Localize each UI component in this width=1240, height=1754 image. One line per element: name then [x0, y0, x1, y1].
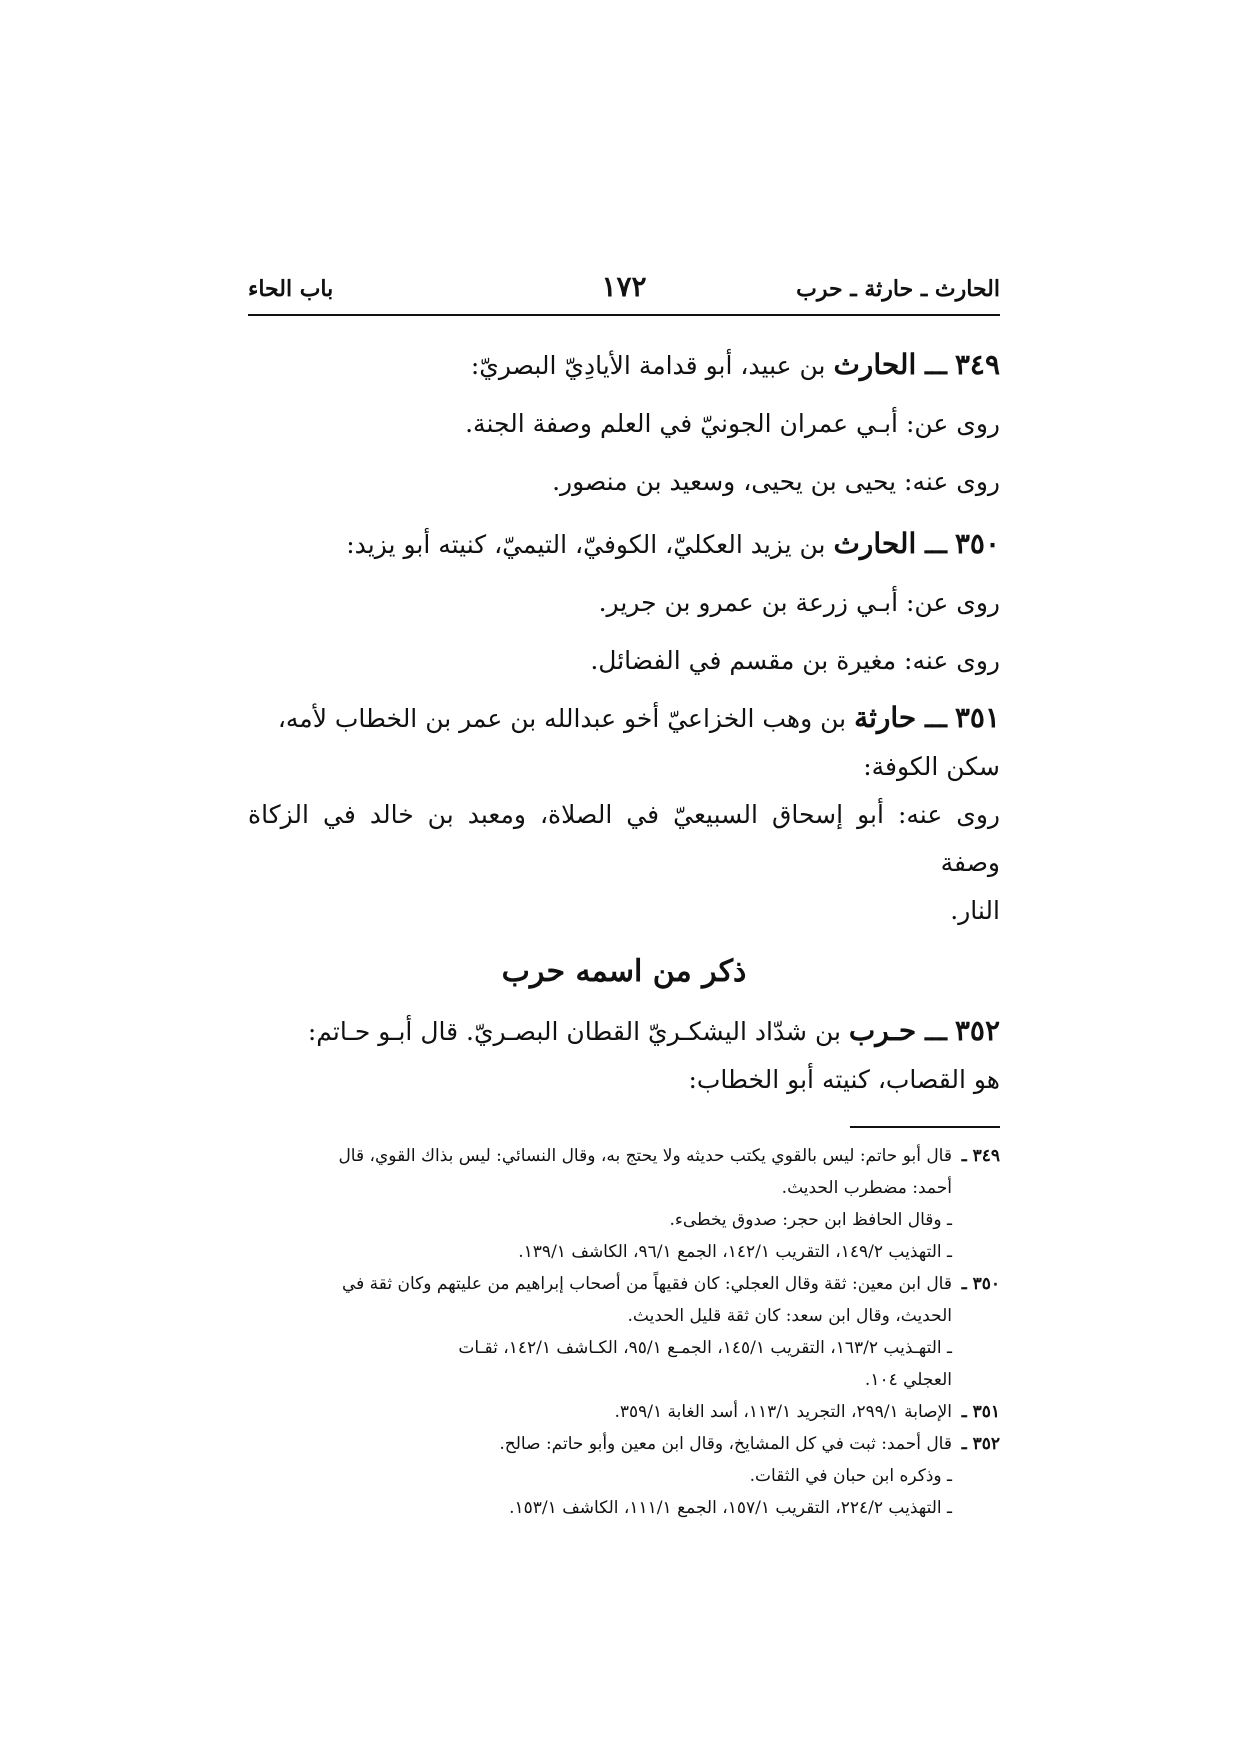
footnote-text: الحديث، وقال ابن سعد: كان ثقة قليل الحديث.	[627, 1306, 952, 1326]
entry-heading: ٣٥١ ـــ حارثة بن وهب الخزاعيّ أخو عبدالله بن عمر بن الخطاب لأمه،	[277, 701, 1000, 734]
entry-number: ٣٥٠	[954, 527, 1000, 560]
entry-number: ٣٤٩	[954, 348, 1000, 381]
entry-350	[248, 515, 1000, 690]
header-rule	[248, 314, 1000, 316]
running-header	[248, 270, 1000, 314]
footnote-text: قال ابن معين: ثقة وقال العجلي: كان فقيهاً من أصحاب إبراهيم من عليتهم وكان ثقة في	[341, 1274, 952, 1294]
entry-name: حـرب	[848, 1014, 917, 1047]
footnote-352	[248, 1428, 1000, 1524]
entry-name: حارثة	[854, 701, 917, 734]
entry-number: ٣٥١	[954, 701, 1000, 734]
footnote-references: الإصابة ٢٩٩/١، التجريد ١١٣/١، أسد الغابة ٣٥٩/١.	[614, 1402, 952, 1422]
entry-description: بن شدّاد اليشكـريّ القطان البصـريّ. قال أبـو حـاتم:	[307, 1017, 841, 1046]
section-title: ذكر من اسمه حرب	[501, 954, 747, 989]
footnote-349	[248, 1140, 1000, 1268]
narrated-by-line: روى عنه: مغيرة بن مقسم في الفضائل.	[590, 646, 1000, 675]
footnote-text: قال أحمد: ثبت في كل المشايخ، وقال ابن معين وأبو حاتم: صالح.	[499, 1434, 952, 1454]
footnote-350	[248, 1268, 1000, 1396]
entry-heading: ٣٥٠ ـــ الحارث بن يزيد العكليّ، الكوفيّ، التيميّ، كنيته أبو يزيد:	[346, 527, 1000, 560]
entry-name: الحارث	[833, 527, 917, 560]
footnote-note: ـ وذكره ابن حبان في الثقات.	[749, 1466, 952, 1486]
entry-351	[248, 694, 1000, 935]
narrated-by-line: روى عنه: يحيى بن يحيى، وسعيد بن منصور.	[552, 467, 1000, 496]
header-entry-range: الحارث ـ حارثة ـ حرب	[796, 276, 1000, 302]
book-page	[248, 270, 1000, 1524]
footnote-text: أحمد: مضطرب الحديث.	[781, 1178, 952, 1198]
footnote-351	[248, 1396, 1000, 1428]
footnote-references: ـ التهذيب ١٤٩/٢، التقريب ١٤٢/١، الجمع ٩٦/١، الكاشف ١٣٩/١.	[518, 1242, 952, 1262]
footnote-number: ٣٥٠ ـ	[961, 1274, 1000, 1294]
footnote-references: ـ التهذيب ٢٢٤/٢، التقريب ١٥٧/١، الجمع ١١١/١، الكاشف ١٥٣/١.	[509, 1498, 952, 1518]
entry-name: الحارث	[833, 348, 917, 381]
narrated-from-line: روى عن: أبـي زرعة بن عمرو بن جرير.	[598, 588, 1000, 617]
entry-352	[248, 1007, 1000, 1104]
entry-heading: ٣٥٢ ـــ حـرب بن شدّاد اليشكـريّ القطان البصـريّ. قال أبـو حـاتم:	[307, 1014, 1000, 1047]
footnote-references: ـ التهـذيب ١٦٣/٢، التقريب ١٤٥/١، الجمـع ٩٥/١، الكـاشف ١٤٢/١، ثقـات	[458, 1338, 952, 1358]
entry-description-continued: هو القصاب، كنيته أبو الخطاب:	[688, 1065, 1000, 1094]
entry-description: بن يزيد العكليّ، الكوفيّ، التيميّ، كنيته أبو يزيد:	[346, 530, 826, 559]
footnotes	[248, 1140, 1000, 1524]
page-number: ١٧٢	[601, 270, 647, 303]
entry-description: بن وهب الخزاعيّ أخو عبدالله بن عمر بن الخطاب لأمه،	[277, 704, 847, 733]
footnote-number: ٣٥١ ـ	[961, 1402, 1000, 1422]
footnote-number: ٣٤٩ ـ	[961, 1146, 1000, 1166]
footnote-note: ـ وقال الحافظ ابن حجر: صدوق يخطىء.	[669, 1210, 952, 1230]
entry-349	[248, 336, 1000, 511]
entry-description: بن عبيد، أبو قدامة الأيادِيّ البصريّ:	[470, 351, 826, 380]
footnote-number: ٣٥٢ ـ	[961, 1434, 1000, 1454]
entry-description-continued: سكن الكوفة:	[863, 752, 1000, 781]
narrated-by-line: روى عنه: أبو إسحاق السبيعيّ في الصلاة، ومعبد بن خالد في الزكاة وصفة	[248, 800, 1000, 877]
entry-number: ٣٥٢	[954, 1014, 1000, 1047]
entry-heading: ٣٤٩ ـــ الحارث بن عبيد، أبو قدامة الأيادِيّ البصريّ:	[470, 348, 1000, 381]
narrated-by-line-continued: النار.	[950, 896, 1000, 925]
header-chapter-title: باب الحاء	[248, 276, 334, 302]
footnote-text: قال أبو حاتم: ليس بالقوي يكتب حديثه ولا يحتج به، وقال النسائي: ليس بذاك القوي، قال	[338, 1146, 952, 1166]
narrated-from-line: روى عن: أبـي عمران الجونيّ في العلم وصفة الجنة.	[465, 409, 1000, 438]
footnote-references-continued: العجلي ١٠٤.	[864, 1370, 952, 1390]
footnote-rule	[850, 1126, 1000, 1128]
